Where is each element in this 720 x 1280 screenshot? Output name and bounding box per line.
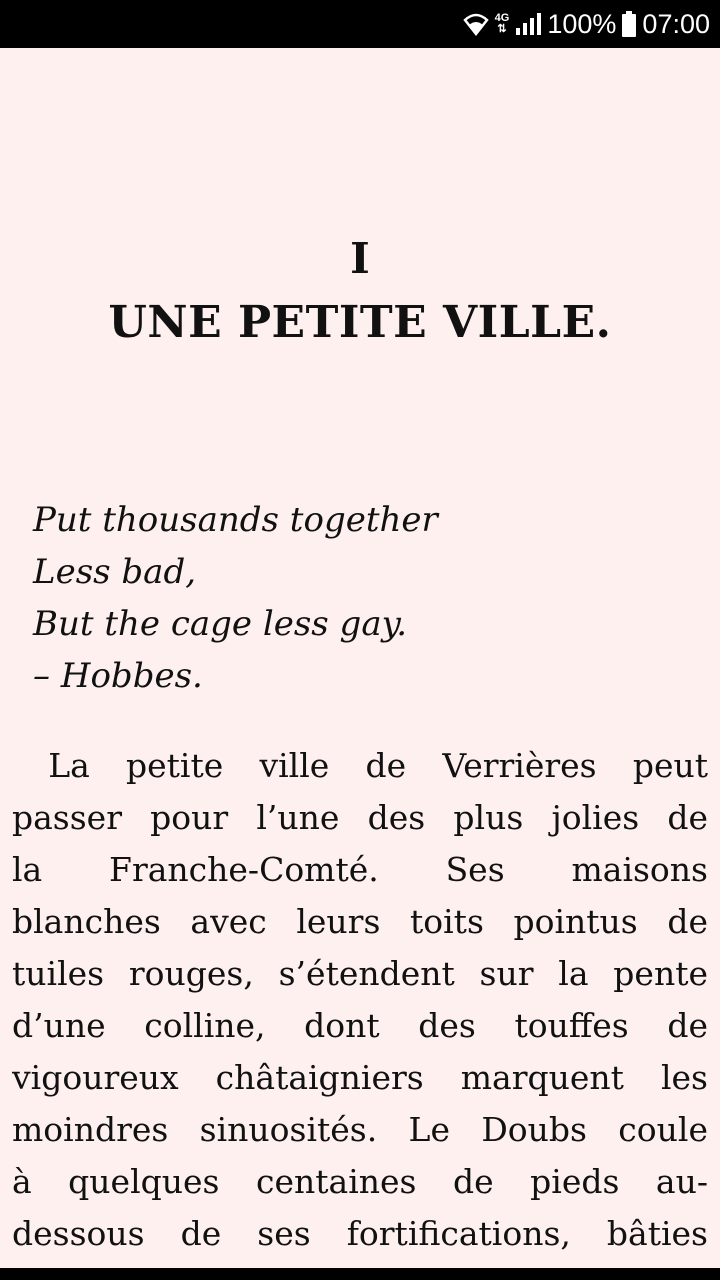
epigraph-line: But the cage less gay. [33, 604, 408, 644]
epigraph [33, 494, 693, 702]
reader-page[interactable] [0, 48, 720, 1268]
chapter-title: UNE PETITE VILLE. [108, 297, 612, 348]
clock: 07:00 [642, 8, 710, 39]
body-line: tuiles rouges, s’étendent sur la pente [12, 954, 708, 993]
status-bar [0, 0, 720, 48]
body-line: dessous de ses fortifications, bâties [12, 1214, 708, 1253]
body-line: vigoureux châtaigniers marquent les [12, 1058, 708, 1097]
battery-percent: 100% [547, 8, 617, 39]
mobile-data-icon: 4G ⇅ [494, 12, 510, 35]
body-line: La petite ville de Verrières peut [12, 746, 708, 785]
wifi-icon [463, 12, 489, 36]
chapter-number: I [350, 234, 370, 283]
body-line: la Franche-Comté. Ses maisons [12, 850, 708, 889]
navigation-bar [0, 1268, 720, 1280]
epigraph-attribution: – Hobbes. [33, 656, 203, 696]
body-line: blanches avec leurs toits pointus de [12, 902, 708, 941]
signal-icon [515, 12, 541, 36]
body-line: passer pour l’une des plus jolies de [12, 798, 708, 837]
body-line: à quelques centaines de pieds au- [12, 1162, 708, 1201]
epigraph-line: Less bad, [33, 552, 197, 592]
body-line: d’une colline, dont des touffes de [12, 1006, 708, 1045]
epigraph-line: Put thousands together [33, 500, 438, 540]
body-line: moindres sinuosités. Le Doubs coule [12, 1110, 708, 1149]
status-icons [463, 0, 710, 48]
network-type-label: 4G [494, 12, 510, 24]
battery-icon [622, 11, 636, 37]
body-paragraph [12, 740, 708, 1260]
